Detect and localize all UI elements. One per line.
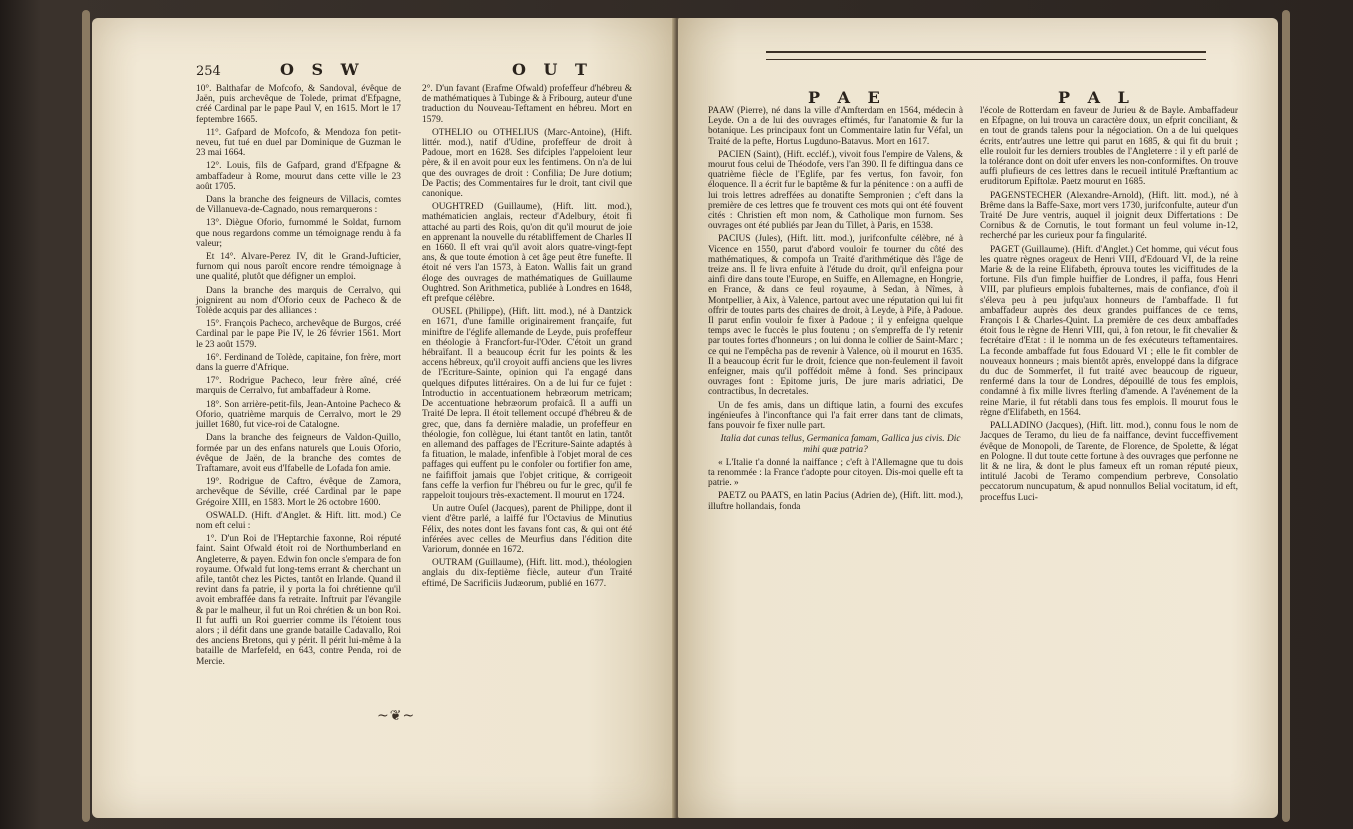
paragraph: 10°. Balthafar de Mofcofo, & Sandoval, évêque de Jaën, puis archevêque de Tolede, primat d'Efpagne, créé Cardinal par le pape Paul V, en 1615. Mort le 17 feptembre 1665. xyxy=(196,84,401,125)
left-book-edge xyxy=(82,10,90,822)
paragraph: 12°. Louis, fils de Gafpard, grand d'Efpagne & ambaffadeur à Rome, mourut dans cette ville le 23 août 1705. xyxy=(196,161,401,192)
header-rule xyxy=(766,51,1206,60)
paragraph: Un autre Ouſel (Jacques), parent de Philippe, dont il vient d'être parlé, a laiffé fur l'Octavius de Minutius Félix, des notes dont les favans font cas, & qui ont été inférées avec celles de Meurfius dans l'édition dite Variorum, donnée en 1672. xyxy=(422,504,632,555)
left-column-2 xyxy=(422,84,632,592)
paragraph: PALLADINO (Jacques), (Hift. litt. mod.), connu fous le nom de Jacques de Teramo, du lieu de fa naiffance, devint fucceffivement évêque de Monopoli, de Tarente, de Florence, de Spolette, & légat en Pologne. Il dut toute cette fortune à des ouvrages que perfonne ne lit & ne lira, & dont le plus fameux eft un roman réputé pieux, intitulé Jacobi de Teramo compendium perbreve, Consolatio peccatorum nuncupatum, & apud nonnullos Belial vocitatum, id eft, proceffus Luci- xyxy=(980,421,1238,503)
paragraph: PAAW (Pierre), né dans la ville d'Amfterdam en 1564, médecin à Leyde. On a de lui des ouvrages eftimés, fur l'anatomie & fur la botanique. Les principaux font un Commentaire latin fur Véfal, un Traité de la pefte, Hortus Lugduno-Batavus. Mort en 1617. xyxy=(708,106,963,147)
paragraph: Dans la branche des feigneurs de Valdon-Quillo, formée par un des enfans naturels que Louis Oforio, évêque de Jaën, de la branche des comtes de Traftamare, avoit eus d'Ifabelle de Lofada fon amie. xyxy=(196,433,401,474)
left-page xyxy=(92,18,675,818)
paragraph: OTHELIO ou OTHELIUS (Marc-Antoine), (Hift. littér. mod.), natif d'Udine, profeffeur de droit à Padoue, mort en 1628. Ses difciples l'appeloient leur père, & il en avoit pour eux les fentimens. On n'a de lui que des ouvrages de droit : Confilia; De Jure dotium; De Pactis; des Commentaires fur le droit, tant civil que canonique. xyxy=(422,127,632,200)
paragraph: OUTRAM (Guillaume), (Hift. litt. mod.), théologien anglais du dix-feptième fiècle, auteur d'un Traité eftimé, De Sacrificiis Judæorum, publié en 1677. xyxy=(422,558,632,589)
paragraph: 17°. Rodrigue Pacheco, leur frère aîné, créé marquis de Cerralvo, fut ambaffadeur à Rome. xyxy=(196,376,401,397)
paragraph: « L'Italie t'a donné la naiffance ; c'eft à l'Allemagne que tu dois ta renommée : la France t'adopte pour citoyen. Dis-moi quelle eft ta patrie. » xyxy=(708,457,963,489)
paragraph: 11°. Gafpard de Mofcofo, & Mendoza fon petit-neveu, fut tué en duel par Dominique de Guzman le 23 mai 1664. xyxy=(196,127,401,159)
paragraph: PAETZ ou PAATS, en latin Pacius (Adrien de), (Hift. litt. mod.), illuftre hollandais, fonda xyxy=(708,491,963,512)
page-number: 254 xyxy=(196,64,221,79)
right-book-edge xyxy=(1282,10,1290,822)
paragraph: 2°. D'un favant (Erafme Ofwald) profeffeur d'hébreu & de mathématiques à Tubinge & à Fribourg, auteur d'une traduction du Nouveau-Teftament en hébreu. Mort en 1579. xyxy=(422,84,632,125)
paragraph: 15°. François Pacheco, archevêque de Burgos, créé Cardinal par le pape Pie IV, le 26 février 1561. Mort le 23 août 1579. xyxy=(196,319,401,350)
paragraph: PAGET (Guillaume). (Hift. d'Anglet.) Cet homme, qui vécut fous les quatre règnes orageux de Henri VIII, d'Edouard VI, de la reine Marie & de la reine Elifabeth, éprouva toutes les viciffitudes de la fortune. Fils d'un fimple huiffier de Londres, il paffa, fous Henri VIII, par plufieurs emplois fubalternes, mais de confiance, d'où il s'éleva peu à peu jufqu'aux honneurs de l'ambaffade. Il fut ambaffadeur auprès des deux grandes puiffances de ce tems, François I & Charles-Quint. La première de ces deux ambaffades étoit fous le règne de Henri VIII, qui, à fon retour, le fit chevalier & fecrétaire d'Etat : il le nomma un de fes exécuteurs teftamentaires. La feconde ambaffade fut fous Edouard VI ; elle le fit combler de nouveaux honneurs ; mais bientôt après, enveloppé dans la difgrace du duc de Sommerfet, il fut traité avec beaucoup de rigueur, renfermé dans la tour de Londres, dépouillé de tous fes emplois, condamné à fix mille livres fterling d'amende. A l'avénement de la reine Marie, il fut rétabli dans tous fes emplois. Il mourut fous le règne d'Elifabeth, en 1564. xyxy=(980,244,1238,418)
right-column-2 xyxy=(980,106,1238,506)
paragraph: OUSEL (Philippe), (Hift. litt. mod.), né à Dantzick en 1671, d'une famille originairement françaife, fut miniftre de l'églife allemande de Leyde, puis profeffeur en théologie à Francfort-fur-l'Oder. C'étoit un grand hébraïfant. Il a beaucoup écrit fur les points & les accens hébreux, qu'il croyoit auffi anciens que les livres de l'Ecriture-Sainte, opinion qui l'a engagé dans quelques difputes littéraires. On a de lui fur ce fujet : Introductio in accentuationem hebræorum metricam; De accentuatione hebræorum profaicâ. Il a auffi un Traité De lepra. Il étoit tellement occupé d'hébreu & de grec, que, dans fa dernière maladie, un profeffeur en théologie, fon collègue, lui étant tantôt en latin, tantôt en allemand des paffages de l'Ecriture-Sainte adaptés à fa fituation, le malade, infenfible à l'objet moral de ces paffages qui euffent pu le confoler ou fortifier fon ame, ne faififfoit jamais que l'objet critique, & corrigeoit fans ceffe la verfion fur l'hébreu ou fur le grec, qu'il fe rappeloit toujours très-exactement. Il mourut en 1724. xyxy=(422,307,632,501)
right-column-1 xyxy=(708,106,963,515)
paragraph: 1°. D'un Roi de l'Heptarchie faxonne, Roi réputé faint. Saint Ofwald étoit roi de Northumberland en Angleterre, & payen. Edwin fon oncle s'empara de fon royaume. Ofwald fut long-tems errant & cherchant un afile, tantôt chez les Pictes, tantôt en Irlande. Quand il revint dans fa patrie, il y porta la foi chrétienne qu'il avoit embraffée dans fa retraite. Inftruit par l'évangile & par le malheur, il fut un Roi chrétien & un bon Roi. Il fut auffi un Roi guerrier comme ils l'étoient tous alors ; il défit dans une grande bataille Cadavallo, Roi des anciens Bretons, qui y périt. Il périt lui-même à la bataille de Marfefeld, en 643, contre Penda, roi de Mercie. xyxy=(196,534,401,667)
paragraph: PAGENSTECHER (Alexandre-Arnold), (Hift. litt. mod.), né à Brême dans la Baffe-Saxe, mort vers 1730, jurifconfulte, auteur d'un Traité De Jure ventris, auquel il joignit deux Differtations : De Cornibus & de Cornutis, le tout formant un feul volume in-12, recherché par les curieux pour fa fingularité. xyxy=(980,190,1238,242)
paragraph: Italia dat cunas tellus, Germanica famam, Gallica jus civis. Dic mihi quæ patria? xyxy=(720,434,961,455)
left-column-1 xyxy=(196,84,401,670)
paragraph: PACIEN (Saint), (Hift. eccléf.), vivoit fous l'empire de Valens, & mourut fous celui de Théodofe, vers l'an 390. Il fe diftingua dans ce quatrième fiècle de l'Eglife, par fes vertus, fon favoir, fon éloquence. Il a écrit fur le baptême & fur la pénitence : on a auffi de lui trois lettres adreffées au donatifte Sempronien ; c'eft dans la première de ces lettres que fe trouvent ces mots qui ont été fouvent cités : Christien eft mon nom, & Catholique mon furnom. Ses ouvrages ont été publiés par Jean du Tillet, à Paris, en 1538. xyxy=(708,149,963,232)
running-head-right: P A L xyxy=(1058,88,1135,107)
paragraph: 13°. Diègue Oforio, furnommé le Soldat, furnom que nous regardons comme un témoignage rendu à fa valeur; xyxy=(196,218,401,249)
paragraph: OSWALD. (Hift. d'Anglet. & Hift. litt. mod.) Ce nom eft celui : xyxy=(196,510,401,531)
paragraph: Dans la branche des marquis de Cerralvo, qui joignirent au nom d'Oforio ceux de Pacheco & de Tolède acquis par des alliances : xyxy=(196,285,401,317)
running-head-right: O U T xyxy=(512,60,593,79)
running-head-left: O S W xyxy=(280,60,365,79)
ornament: ~❦~ xyxy=(377,708,416,724)
right-page xyxy=(678,18,1278,818)
paragraph: 16°. Ferdinand de Tolède, capitaine, fon frère, mort dans la guerre d'Afrique. xyxy=(196,352,401,374)
paragraph: Un de fes amis, dans un diftique latin, a fourni des excufes ingénieufes à l'inconftance qui l'a fait errer dans tant de climats, fans pouvoir fe fixer nulle part. xyxy=(708,400,963,432)
paragraph: 19°. Rodrigue de Caftro, évêque de Zamora, archevêque de Séville, créé Cardinal par le pape Grégoire XIII, en 1583. Mort le 26 octobre 1600. xyxy=(196,477,401,508)
paragraph: PACIUS (Jules), (Hift. litt. mod.), jurifconfulte célèbre, né à Vicence en 1550, parut d'abord vouloir fe tourner du côté des mathématiques, & compofa un Traité d'arithmétique dès l'âge de treize ans. Il fe livra enfuite à l'étude du droit, qu'il enfeigna pour ainfi dire dans toute l'Europe, en Suiffe, en Allemagne, en Hongrie, en France, & dans ce feul royaume, à Sedan, à Nîmes, à Montpellier, à Aix, à Valence, partout avec une réputation qui lui fit offrir de toutes parts des chaires de droit, à Leyde, à Pife, à Padoue. Il parut enfin vouloir fe fixer à Padoue ; il y enfeigna quelque temps avec le fuccès le plus foutenu ; on s'empreffa de l'y retenir par toutes fortes d'honneurs ; on lui donna le collier de Saint-Marc ; ce qui ne l'empêcha pas de revenir à Valence, où il mourut en 1635. Il a beaucoup écrit fur le droit, fcience que non-feulement il favoit enfeigner, mais qu'il poffédoit même à fond. Ses principaux ouvrages font : Epitome juris, De jure maris adriatici, De contractibus, In decretales. xyxy=(708,234,963,398)
paragraph: l'école de Rotterdam en faveur de Jurieu & de Bayle. Ambaffadeur en Efpagne, on lui trouva un caractère doux, un efprit conciliant, & en tout de grands talens pour la négociation. On a de lui quelques écrits, entr'autres une lettre qui parut en 1685, & qui fit du bruit ; elle rouloit fur les derniers troubles de l'Angleterre : il y eft parlé de la tolérance dont on doit ufer envers les non-conformiftes. On trouve auffi plufieurs de ces lettres dans le recueil intitulé Præftantium ac eruditorum Epiftolæ. Paetz mourut en 1685. xyxy=(980,106,1238,188)
running-head-left: P A E xyxy=(808,88,886,107)
paragraph: OUGHTRED (Guillaume), (Hift. litt. mod.), mathématicien anglais, recteur d'Adelbury, étoit fi attaché au parti des Rois, qu'on dit qu'il mourut de joie en apprenant la nouvelle du rétabliffement de Charles II en 1660. Il eft vrai qu'il avoit alors quatre-vingt-fept ans, & que toute émotion à cet âge peut être funefte. Il étoit né vers l'an 1573, à Eaton. Wallis fait un grand éloge des ouvrages de mathématiques de Guillaume Oughtred. Son Arithmetica, publiée à Londres en 1648, eft prefque célèbre. xyxy=(422,202,632,305)
paragraph: 18°. Son arrière-petit-fils, Jean-Antoine Pacheco & Oforio, quatrième marquis de Cerralvo, mort le 29 juillet 1680, fut vice-roi de Catalogne. xyxy=(196,399,401,431)
paragraph: Dans la branche des feigneurs de Villacis, comtes de Villanueva-de-Cagnado, nous remarquerons : xyxy=(196,195,401,216)
paragraph: Et 14°. Alvare-Perez IV, dit le Grand-Jufticier, furnom qui nous paroît encore rendre témoignage à une qualité, plutôt que défigner un emploi. xyxy=(196,252,401,283)
